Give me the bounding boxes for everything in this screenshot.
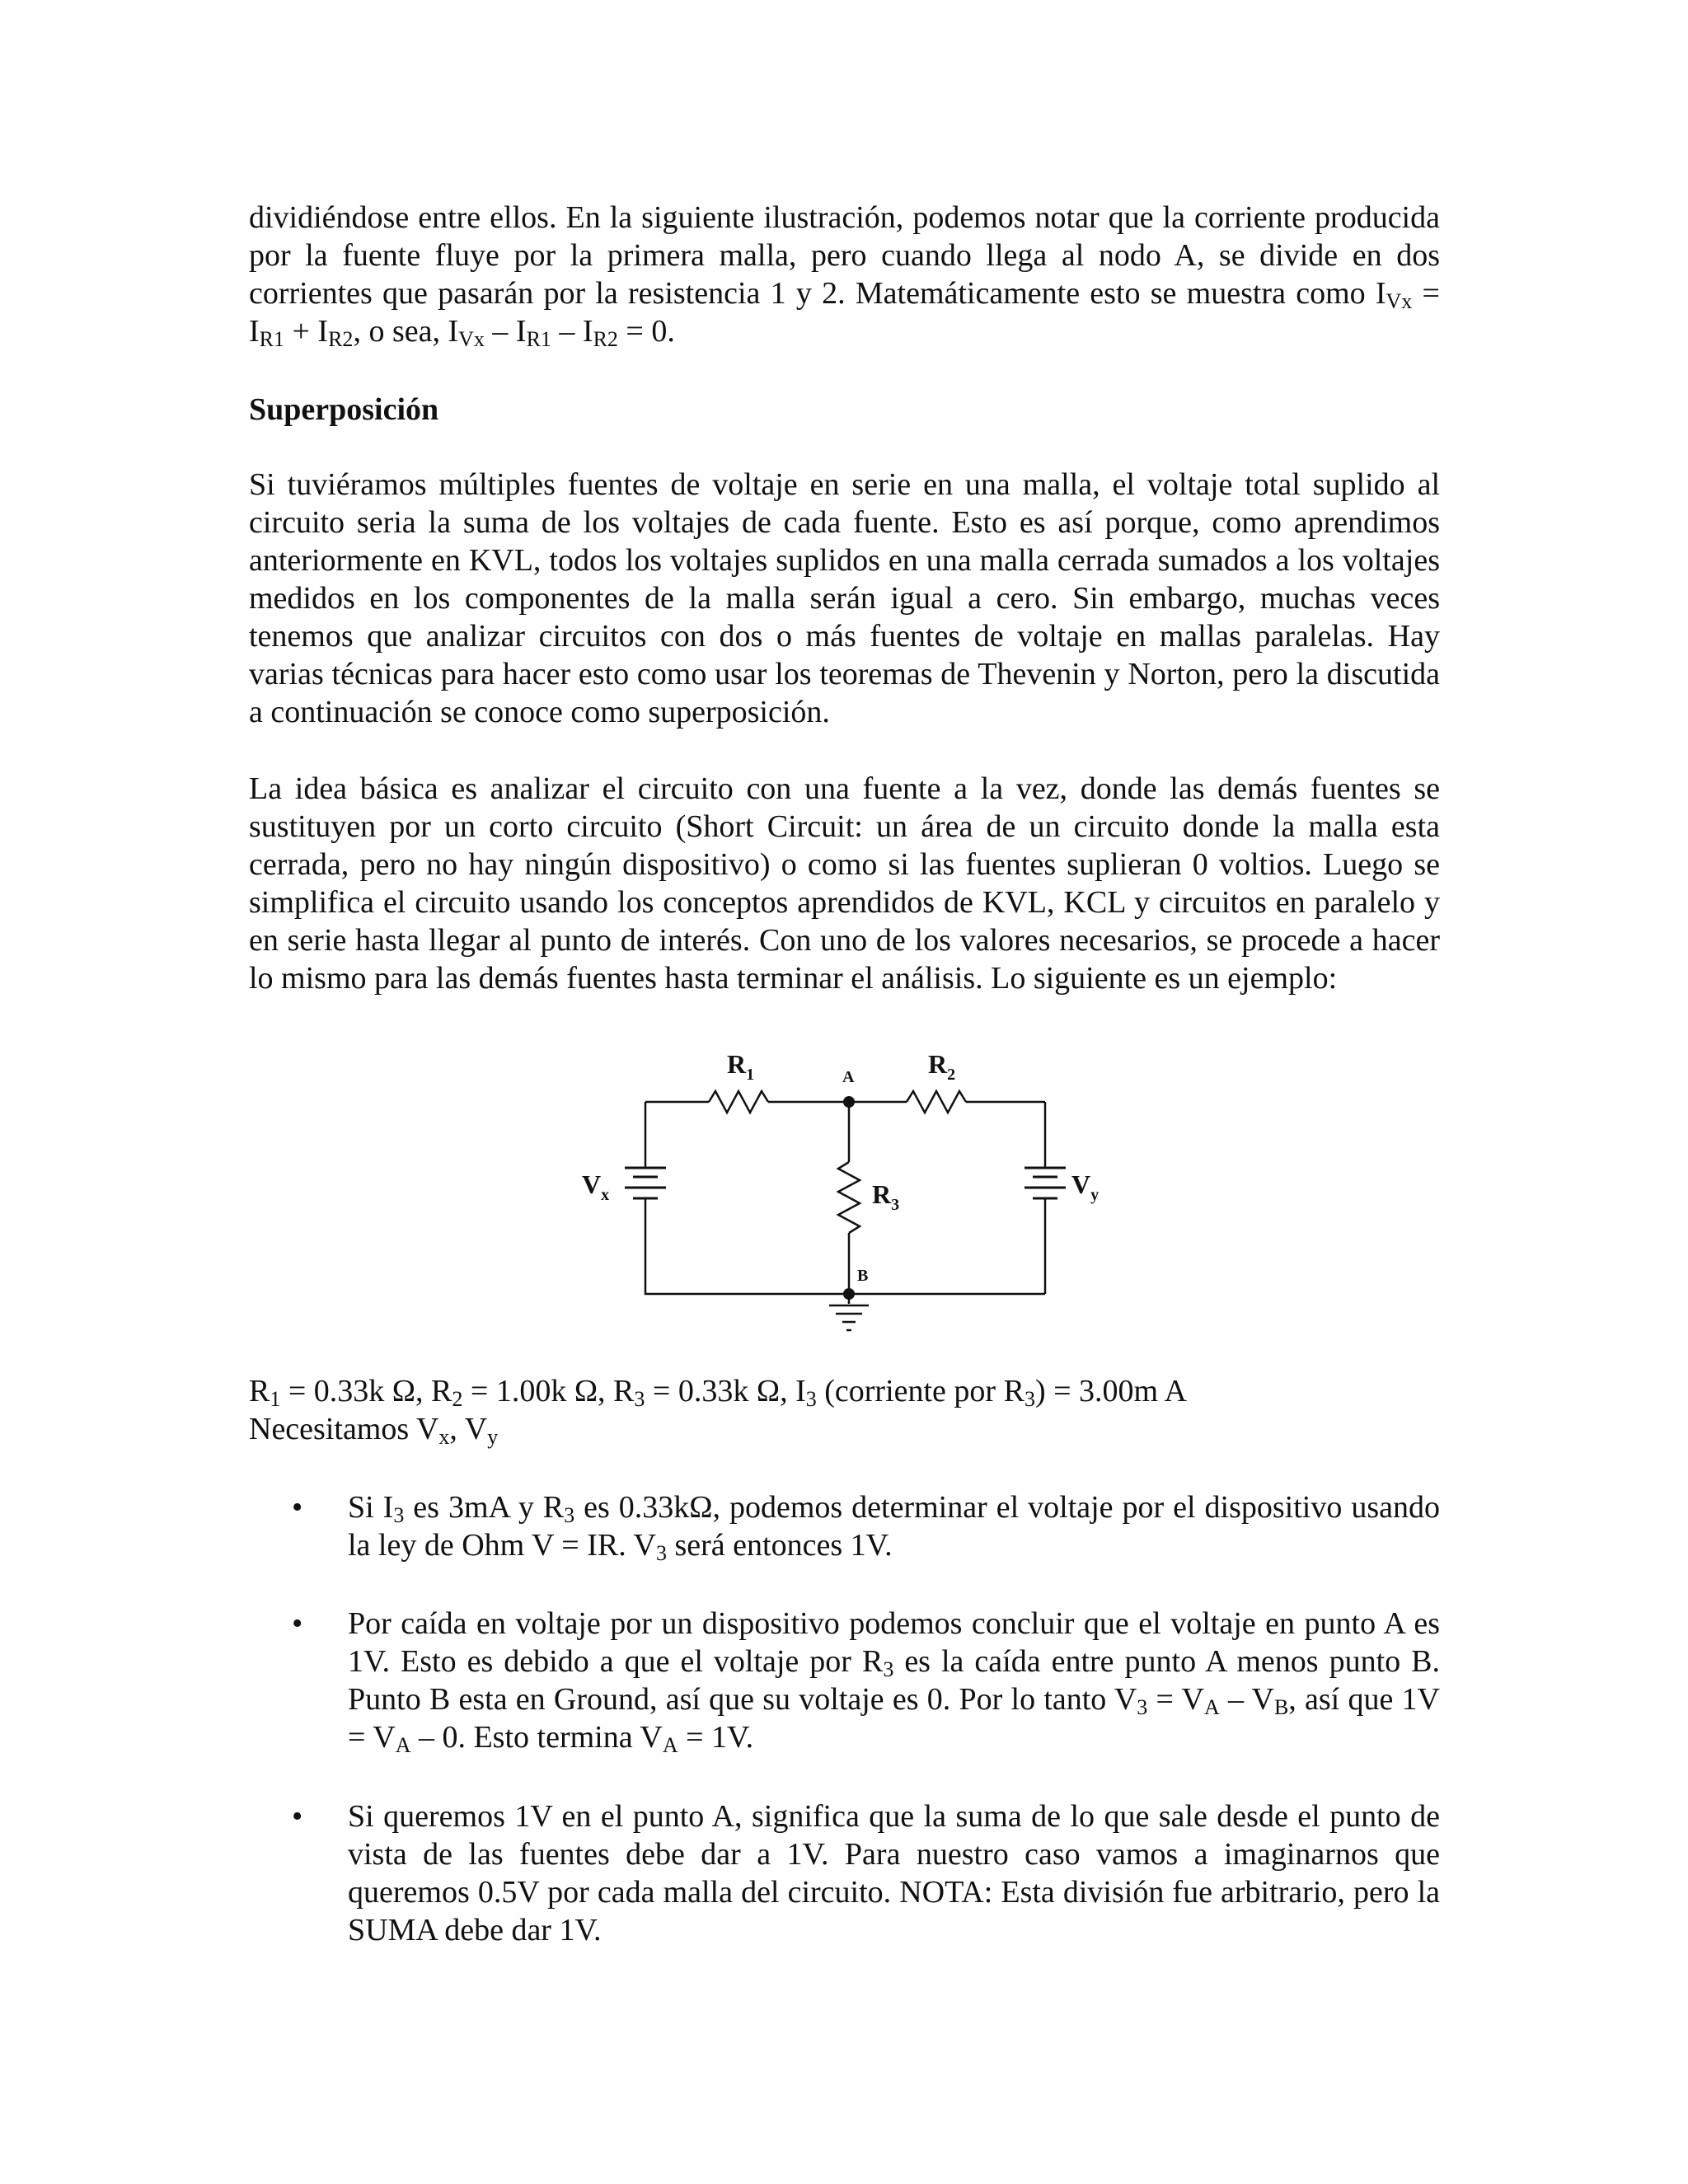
- section-heading: Superposición: [249, 392, 439, 427]
- values-line: $R_1 = 0.33k$ Ω, $R_2 = 1.00k$ Ω, $R_3 = 0.33k$ Ω, $I_3$ (corriente por $R_3) = 3.00m$ A: [249, 1374, 1187, 1411]
- label-node-a: A: [842, 1068, 855, 1086]
- paragraph-superposition-method: La idea básica es analizar el circuito con una fuente a la vez, donde las demás fuentes se sustituyen por un corto circuito (Short Circuit: un área de un circuito donde la malla esta cerrada, pero no hay ningún dispositivo) o como si las fuentes suplieran 0 voltios. Luego se simplifica el circuito usando los conceptos aprendidos de KVL, KCL y circuitos en paralelo y en serie hasta llegar al punto de interés. Con uno de los valores necesarios, se procede a hacer lo mismo para las demás fuentes hasta terminar el análisis. Lo siguiente es un ejemplo:: [249, 771, 1440, 996]
- circuit-diagram: [569, 1040, 1129, 1345]
- node-b-dot: [843, 1288, 855, 1300]
- paragraph-kcl: dividiéndose entre ellos. En la siguiente ilustración, podemos notar que la corriente producida por la fuente fluye por la primera malla, pero cuando llega al nodo A, se divide en dos corrientes que pasarán por la resistencia 1 y 2. Matemáticamente esto se muestra como $I_{Vx} = I_{R1} + I_{R2}$, o sea, $I_{Vx} - I_{R1} - I_{R2} = 0$.: [249, 200, 1440, 351]
- unknowns-line: Necesitamos $V_x$, $V_y$: [249, 1412, 499, 1449]
- resistor-r2-zigzag: [907, 1091, 966, 1113]
- ground-symbol: [829, 1305, 869, 1330]
- battery-vy: [1025, 1168, 1066, 1198]
- label-vy: $V_y$: [1071, 1169, 1100, 1204]
- label-node-b: B: [857, 1267, 869, 1285]
- paragraph-superposition-intro: Si tuviéramos múltiples fuentes de voltaje en serie en una malla, el voltaje total suplido al circuito seria la suma de los voltajes de cada fuente. Esto es así porque, como aprendimos anteriormente en KVL, todos los voltajes suplidos en una malla cerrada sumados a los voltajes medidos en los componentes de la malla serán igual a cero. Sin embargo, muchas veces tenemos que analizar circuitos con dos o más fuentes de voltaje en mallas paralelas. Hay varias técnicas para hacer esto como usar los teoremas de Thevenin y Norton, pero la discutida a continuación se conoce como superposición.: [249, 467, 1440, 729]
- bullet-item-1: Si $I_3$ es 3mA y $R_3$ es 0.33kΩ, podemos determinar el voltaje por el dispositivo usando la ley de Ohm V = IR. $V_3$ será entonces 1V.: [348, 1490, 1440, 1565]
- bullet-item-2: Por caída en voltaje por un dispositivo podemos concluir que el voltaje en punto A es 1V. Esto es debido a que el voltaje por $R_3$ es la caída entre punto A menos punto B. Punto B esta en Ground, así que su voltaje es 0. Por lo tanto $V_3 = V_A - V_B$, así que $1V = V_A - 0$. Esto termina $V_A = 1V$.: [348, 1606, 1441, 1757]
- bullet-item-3: Si queremos 1V en el punto A, significa que la suma de lo que sale desde el punto de vista de las fuentes debe dar a 1V. Para nuestro caso vamos a imaginarnos que queremos 0.5V por cada malla del circuito. NOTA: Esta división fue arbitrario, pero la SUMA debe dar 1V.: [348, 1799, 1440, 1947]
- label-r1: $R_1$: [727, 1049, 755, 1084]
- label-r3: $R_3$: [872, 1179, 900, 1214]
- battery-vx: [625, 1168, 666, 1198]
- label-vx: $V_x$: [582, 1169, 610, 1204]
- bullet-marker: •: [292, 1490, 303, 1525]
- resistor-r3-zigzag: [838, 1162, 860, 1233]
- wire-left-lower: [645, 1198, 1045, 1294]
- bullet-marker: •: [292, 1799, 303, 1834]
- bullet-marker: •: [292, 1606, 303, 1641]
- label-r2: $R_2$: [928, 1049, 956, 1084]
- resistor-r1-zigzag: [709, 1091, 768, 1113]
- node-a-dot: [843, 1096, 855, 1108]
